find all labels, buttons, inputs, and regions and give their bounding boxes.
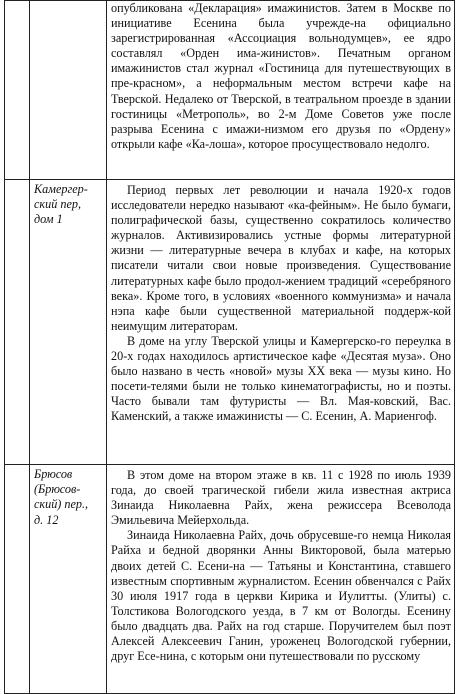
address-cell: [30, 1, 107, 180]
number-cell: [5, 1, 30, 180]
address-cell: [30, 465, 107, 694]
paragraph: В доме на углу Тверской улицы и Камергерско-го переулка в 20-х годах находилось артистическое кафе «Десятая муза». Оно было названо в честь «новой» музы XX века — музы кино. Но посети-телями были не только кинематографисты, но и поэты. Часто бывали там футуристы — Вл. Мая-ковский, Вас. Каменский, а также имажинисты — С. Есенин, А. Мариенгоф.: [111, 333, 451, 424]
text-cell: [107, 1, 455, 180]
address-line: дом 1: [34, 212, 63, 227]
paragraph: Зинаида Николаевна Райх, дочь обрусевше-го немца Николая Райха и бедной дворянки Анны Викторовой, была матерью двоих детей С. Есени-на — Татьяны и Константина, ставшего известным спортивным журналистом. Есенин обвенчался с Райх 30 июля 1917 года в церкви Кирика и Иулитты. (Улиты) с. Толстикова Вологодского уезда, в 7 км от Вологды. Есенину было двадцать два. Райх на год старше. Поручителем был поэт Алексей Алексеевич Ганин, уроженец Вологодской губернии, друг Есе-нина, с которым они путешествовали по русскому: [111, 528, 451, 664]
paragraph: опубликована «Декларация» имажинистов. Затем в Москве по инициативе Есенина была учрежде-на официально зарегистрированная «Ассоциация вольнодумцев», ее ядро составлял «Орден има-жинистов». Печатным органом имажинистов стал журнал «Гостиница для путешествующих в пре-красном», а неформальным местом встречи кафе на Тверской. Недалеко от Тверской, в театральном проезде в здании гостиницы «Метрополь», во 2-м Доме Советов уже после разрыва Есенина с имажи-низмом его друзья по «Ордену» открыли кафе «Ка-лоша», которое просуществовало недолго.: [111, 1, 451, 151]
address-line: д. 12: [34, 512, 59, 527]
address-line: (Брюсов-: [34, 482, 81, 497]
document-table: [4, 0, 455, 694]
address-cell: [30, 180, 107, 465]
paragraph: Период первых лет революции и начала 1920-х годов исследователи нередко называют «ка-фейным». Не было бумаги, полиграфической базы, существенно сократилось количество журналов. Активизировались устные формы литературной жизни — литературные вечера в клубах и кафе, на которых писатели читали свои новые произведения. Существование литературных кафе было продол-жением традиций «серебряного века». Кроме того, в условиях «военного коммунизма» и начала нэпа кафе были существенной материальной поддерж-кой неимущим литераторам.: [111, 183, 451, 333]
address-line: ский пер,: [34, 197, 81, 212]
table-row: [5, 1, 455, 180]
text-cell: [107, 180, 455, 465]
table-row: [5, 465, 455, 694]
table-row: [5, 180, 455, 465]
address-line: Брюсов: [34, 467, 73, 481]
number-cell: [5, 465, 30, 694]
address-line: Камергер-: [34, 182, 88, 196]
text-cell: [107, 465, 455, 694]
number-cell: [5, 180, 30, 465]
paragraph: В этом доме на втором этаже в кв. 11 с 1928 по июль 1939 года, до своей трагической гибели жила известная актриса Зинаида Николаевна Райх, жена режиссера Всеволода Эмильевича Мейерхольда.: [111, 468, 451, 528]
address-line: ский) пер.,: [34, 497, 89, 512]
